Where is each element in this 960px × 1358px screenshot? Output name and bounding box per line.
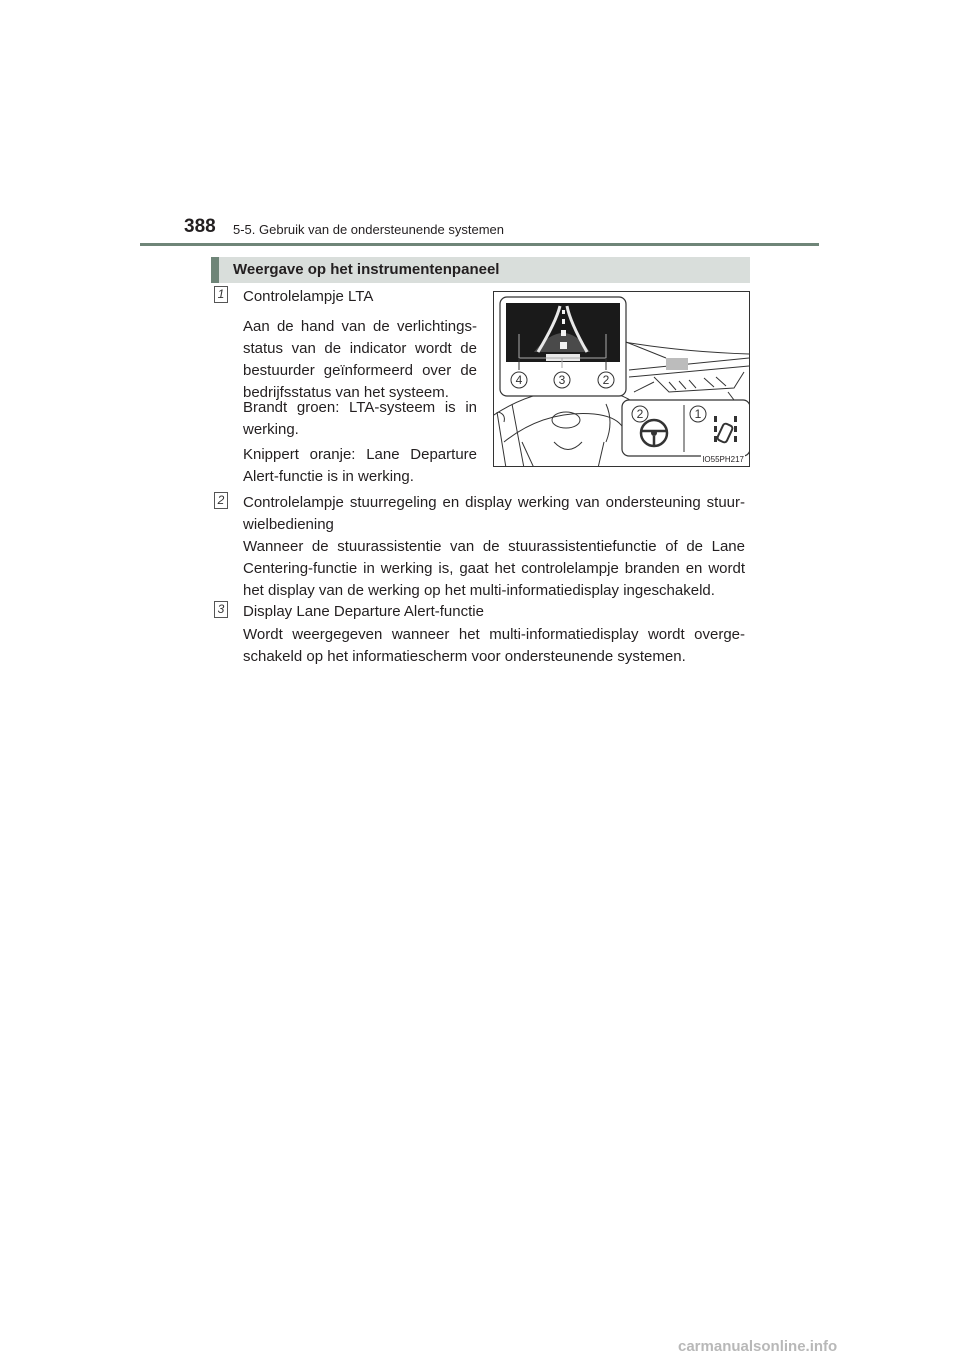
item-1-marker: 1 — [214, 286, 228, 303]
item-3-marker: 3 — [214, 601, 228, 618]
item-1-paragraph-3: Knippert oranje: Lane Departure Alert-functie is in werking. — [243, 446, 477, 485]
instrument-panel-figure — [493, 291, 750, 467]
figure-callout-4: 4 — [515, 373, 523, 387]
section-title: Weergave op het instrumentenpaneel — [233, 261, 500, 278]
figure-callout-2-bottom: 2 — [636, 407, 644, 421]
page-number: 388 — [184, 216, 216, 237]
figure-callout-3: 3 — [558, 373, 566, 387]
item-3-title: Display Lane Departure Alert-functie — [243, 603, 484, 620]
item-1-paragraph-2: Brandt groen: LTA-systeem is in werking. — [243, 399, 477, 438]
item-2-paragraph-1: Wanneer de stuurassistentie van de stuurassistentiefunctie of de Lane Centering-functie in werking is, gaat het controlelampje branden en wordt het display van de werking op het multi-informatiedisplay ingeschakeld. — [243, 538, 745, 599]
figure-code: IO55PH217 — [702, 455, 744, 464]
item-2-title: Controlelampje stuurregeling en display werking van ondersteuning stuur-wielbediening — [243, 494, 745, 533]
figure-callout-2-top: 2 — [602, 373, 610, 387]
header-rule — [140, 243, 819, 246]
section-heading — [211, 257, 750, 283]
figure-callout-1: 1 — [694, 407, 702, 421]
item-2-marker: 2 — [214, 492, 228, 509]
watermark: carmanualsonline.info — [678, 1338, 838, 1355]
item-3-paragraph-1: Wordt weergegeven wanneer het multi-informatiedisplay wordt overge-schakeld op het informatiescherm voor ondersteunende systemen. — [243, 626, 745, 665]
item-1-paragraph-1: Aan de hand van de verlichtings-status van de indicator wordt de bestuurder geïnformeerd over de bedrijfsstatus van het systeem. — [243, 318, 477, 401]
running-head: 5-5. Gebruik van de ondersteunende systemen — [233, 222, 505, 237]
item-1-title: Controlelampje LTA — [243, 288, 374, 305]
